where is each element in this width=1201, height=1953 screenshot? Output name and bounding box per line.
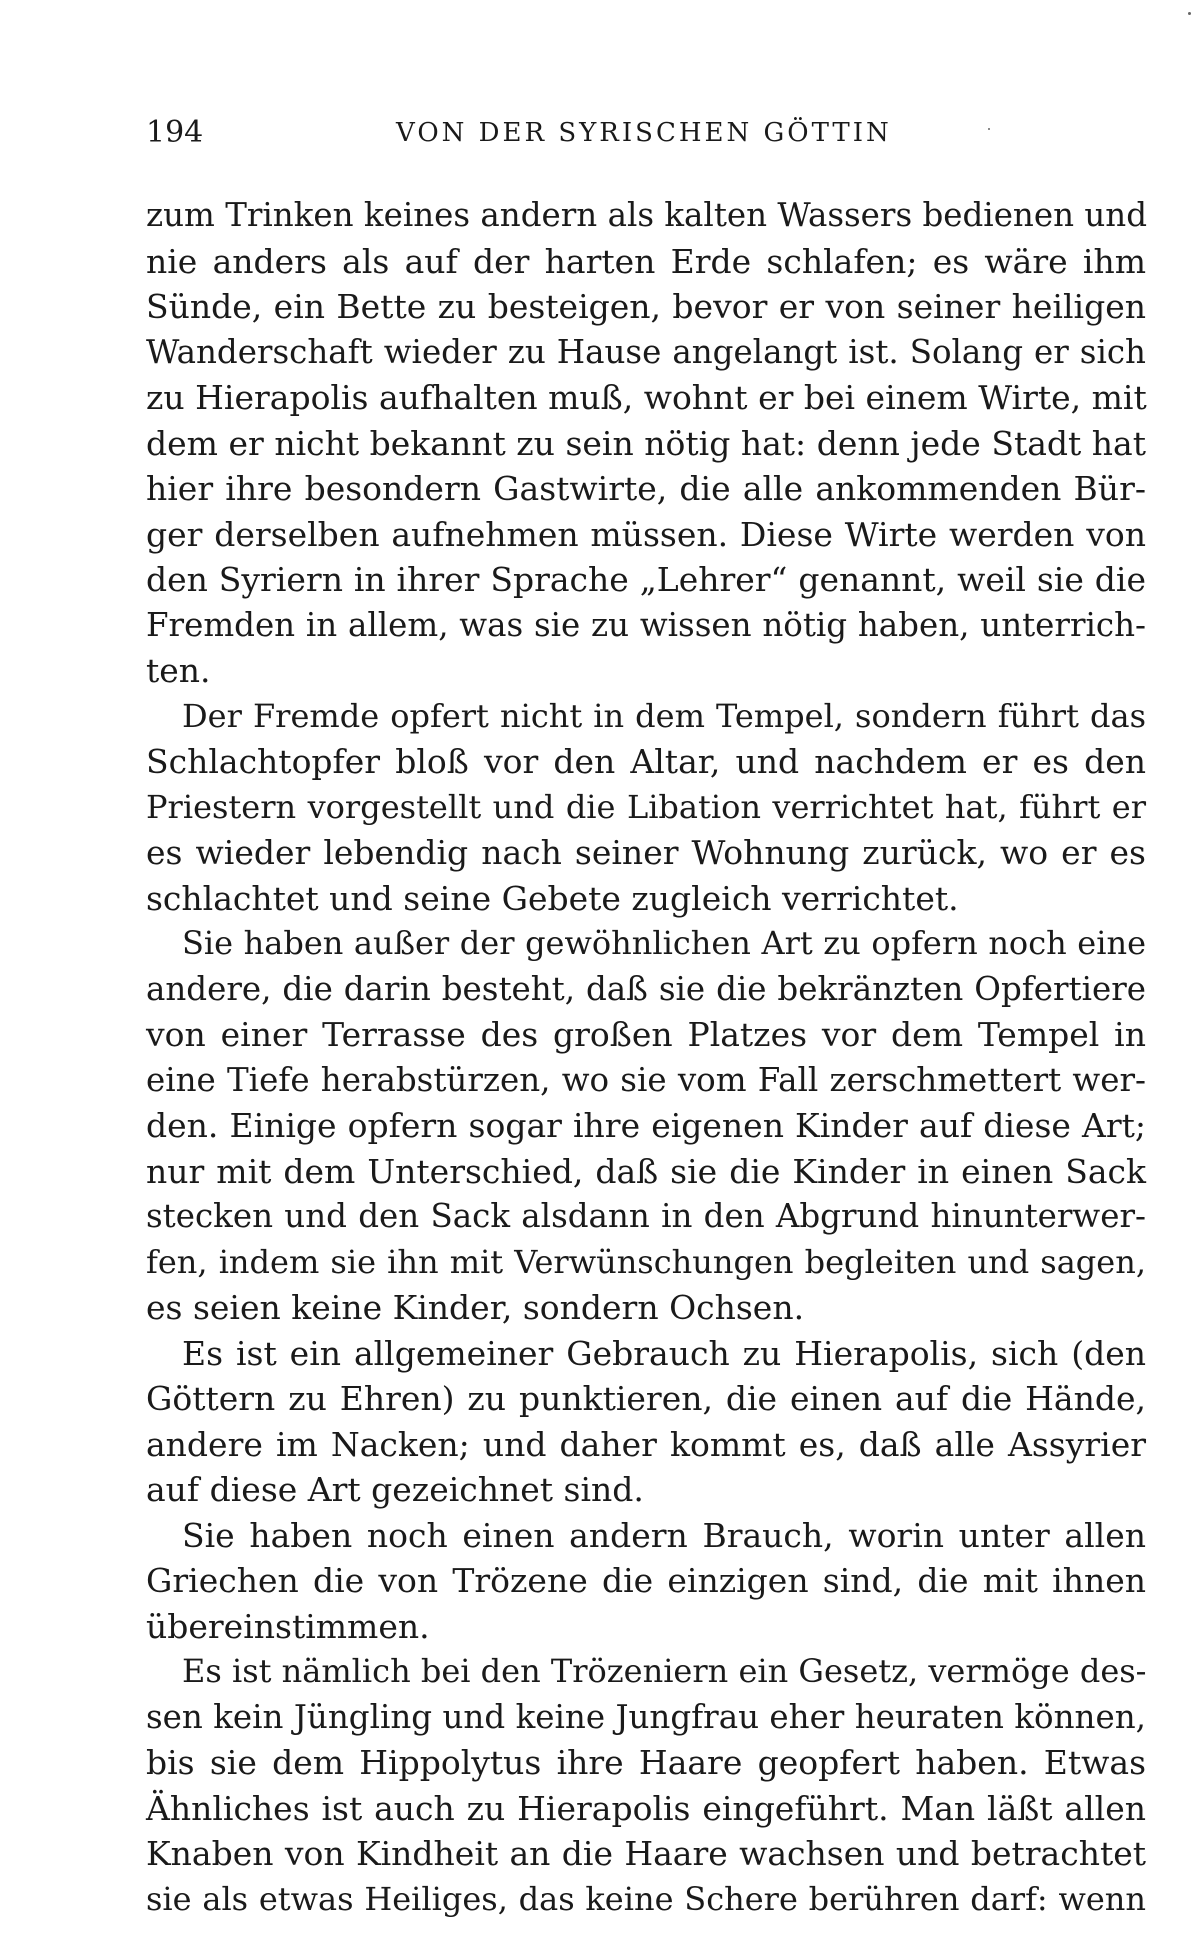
text-line: sen kein Jüngling und keine Jungfrau eher heuraten können, xyxy=(146,1697,1146,1736)
scan-speck xyxy=(1188,12,1191,15)
text-line: Sünde, ein Bette zu besteigen, bevor er von seiner heiligen xyxy=(146,287,1146,326)
page-header xyxy=(146,108,1146,158)
text-line: hier ihre besondern Gastwirte, die alle ankommenden Bür- xyxy=(146,469,1146,508)
text-line: Priestern vorgestellt und die Libation verrichtet hat, führt er xyxy=(146,787,1146,826)
text-line: auf diese Art gezeichnet sind. xyxy=(146,1470,644,1509)
text-line: andere, die darin besteht, daß sie die bekränzten Opfertiere xyxy=(146,969,1146,1008)
text-line: Sie haben noch einen andern Brauch, worin unter allen xyxy=(182,1515,1146,1555)
text-line: zu Hierapolis aufhalten muß, wohnt er bei einem Wirte, mit xyxy=(146,378,1147,417)
text-line: nur mit dem Unterschied, daß sie die Kinder in einen Sack xyxy=(146,1151,1146,1191)
text-line: dem er nicht bekannt zu sein nötig hat: denn jede Stadt hat xyxy=(146,423,1146,463)
text-line: den. Einige opfern sogar ihre eigenen Kinder auf diese Art; xyxy=(146,1106,1146,1145)
text-line: Es ist ein allgemeiner Gebrauch zu Hierapolis, sich (den xyxy=(182,1333,1146,1373)
text-line: es seien keine Kinder, sondern Ochsen. xyxy=(146,1288,805,1327)
text-line: sie als etwas Heiliges, das keine Schere berühren darf: wenn xyxy=(146,1879,1146,1918)
text-line: von einer Terrasse des großen Platzes vor dem Tempel in xyxy=(146,1015,1146,1054)
text-line: Wanderschaft wieder zu Hause angelangt ist. Solang er sich xyxy=(146,332,1146,371)
text-line: Sie haben außer der gewöhnlichen Art zu opfern noch eine xyxy=(182,924,1146,962)
text-line: schlachtet und seine Gebete zugleich verrichtet. xyxy=(146,878,959,918)
text-line: Es ist nämlich bei den Trözeniern ein Gesetz, vermöge des- xyxy=(182,1652,1147,1690)
text-line: andere im Nacken; und daher kommt es, daß alle Assyrier xyxy=(146,1424,1146,1464)
text-line: Der Fremde opfert nicht in dem Tempel, sondern führt das xyxy=(182,696,1146,735)
text-line: übereinstimmen. xyxy=(146,1606,430,1646)
text-line: stecken und den Sack alsdann in den Abgrund hinunterwer- xyxy=(146,1197,1146,1235)
body-text xyxy=(146,193,1146,1922)
page-number: 194 xyxy=(146,115,204,150)
text-line: Schlachtopfer bloß vor den Altar, und nachdem er es den xyxy=(146,742,1146,781)
text-line: ger derselben aufnehmen müssen. Diese Wirte werden von xyxy=(146,514,1146,554)
text-line: Ähnliches ist auch zu Hierapolis eingeführt. Man läßt allen xyxy=(146,1788,1146,1828)
text-line: eine Tiefe herabstürzen, wo sie vom Fall zerschmettert wer- xyxy=(146,1060,1146,1099)
text-line: es wieder lebendig nach seiner Wohnung zurück, wo er es xyxy=(146,833,1146,872)
running-title: VON DER SYRISCHEN GÖTTIN xyxy=(396,118,892,148)
text-line: fen, indem sie ihn mit Verwünschungen begleiten und sagen, xyxy=(146,1242,1146,1281)
text-line: zum Trinken keines andern als kalten Wassers bedienen und xyxy=(146,196,1148,234)
text-line: nie anders als auf der harten Erde schlafen; es wäre ihm xyxy=(146,241,1146,281)
text-line: Göttern zu Ehren) zu punktieren, die einen auf die Hände, xyxy=(146,1379,1146,1418)
text-line: bis sie dem Hippolytus ihre Haare geopfert haben. Etwas xyxy=(146,1743,1146,1782)
text-line: Griechen die von Trözene die einzigen sind, die mit ihnen xyxy=(146,1561,1146,1600)
text-line: den Syriern in ihrer Sprache „Lehrer“ genannt, weil sie die xyxy=(146,560,1146,599)
text-line: ten. xyxy=(146,651,211,690)
text-line: Fremden in allem, was sie zu wissen nötig haben, unterrich- xyxy=(146,605,1146,644)
text-line: Knaben von Kindheit an die Haare wachsen und betrachtet xyxy=(146,1834,1146,1873)
